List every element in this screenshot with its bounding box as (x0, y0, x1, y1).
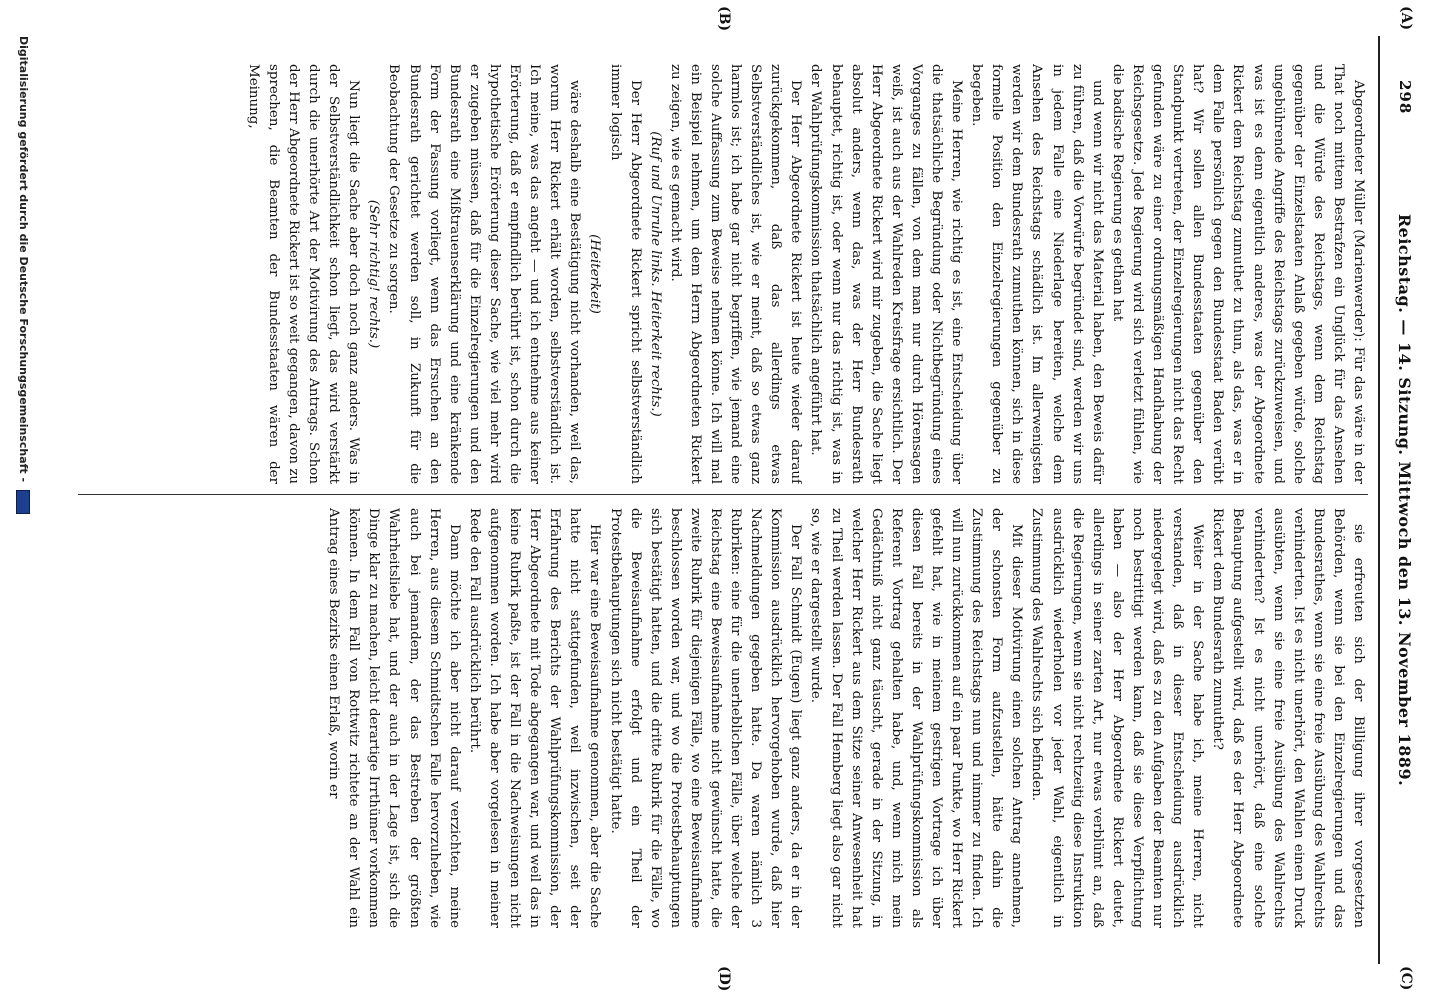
digitization-footer (16, 36, 30, 964)
digitization-note: Digitalisierung gefördert durch die Deutsche Forschungsgemeinschaft - (17, 36, 30, 483)
page-header (1380, 36, 1420, 964)
left-column-paragraph: Der Herr Abgeordnete Rickert ist heute wieder darauf zurückgekommen, daß das allerdings etwas Selbstverständliches ist, wie er meint, daß so etwas ganz harmlos ist; ich habe gar nicht begriffen, wie jemand eine solche Auffassung zum Beweise nehmen könne. Ich will mal ein Beispiel nehmen, um dem Herrn Abgeordneten Rickert zu zeigen, wie es gemacht wird. (667, 64, 804, 484)
right-column-paragraph: Dann möchte ich aber nicht darauf verzichten, meine Herren, aus diesem Schmidtschen Falle hervorzuheben, wie auch bei jemandem, der das Bestreben der größten Wahrheitsliebe hat, und der auch in der Lage ist, sich die Dinge klar zu machen, leicht derartige Irrthümer vorkommen können. In dem Fall von Rottwitz richtete an der Wahl ein Antrag eines Bezirks einen Erlaß, worin er (326, 508, 462, 928)
margin-marker-b: (B) (716, 6, 732, 32)
right-column-paragraph: Weiter in der Sache habe ich, meine Herren, nicht verstanden, daß in dieser Entscheidung ausdrücklich niedergelegt wird, daß es zu den Aufgaben der Beamten nur noch bestrittigt werden kann, daß sie diese Verpflichtung haben — also der Herr Abgeordnete Rickert deutet, allerdings in seiner zarten Art, nur etwas verblümt an, daß die Regierungen, wenn sie nicht rechtzeitig diese Instruktion ausdrücklich wiederholen vor jeder Wahl, eigentlich in Zustimmung des Wahlrechts sich befinden. (1029, 508, 1206, 928)
margin-marker-a: (A) (1398, 6, 1414, 31)
right-column-paragraph: Mit dieser Motivirung einen solchen Antrag annehmen, der schonsten Form aufzustellen, hätte dahin die Zustimmung des Reichstags nun und nimmer zu finden. Ich will nun zurückkommen auf ein paar Punkte, wo Herr Rickert gefehlt hat, wie in meinem gestrigen Vortrage ich über diesen Fall bereits in der Wahlprüfungskommission als Referent Vortrag gehalten habe, und, wenn mich mein Gedächtniß nicht ganz täuscht, gerade in der Sitzung, in welcher Herr Rickert aus dem Sitze seiner Anwesenheit hat zu Theil werden lassen. Der Fall Hemberg liegt also gar nicht so, wie er dargestellt wurde. (808, 508, 1025, 928)
left-column-paragraph: Nun liegt die Sache aber doch noch ganz anders. Was in der Selbstverständlichkeit schon liegt, das wird verstärkt durch die unerhörte Art der Motivirung des Antrags. Schon der Herr Abgeordnete Rickert ist so weit gegangen, davon zu sprechen, die Beamten der Bundesstaaten wären der Meinung, (245, 64, 362, 484)
right-column-paragraph: sie erfreuten sich der Billigung ihrer vorgesetzten Behörden, wenn sie bei den Einzelregierungen und das Bundesrathes, wenn sie eine freie Ausübung des Wahlrechts verhinderten. Ist es nicht unerhört, den Wahlen einen Druck ausübten, wenn sie eine freie Ausübung des Wahlrechts verhinderten? Ist es nicht unerhört, daß eine solche Behauptung aufgestellt wird, daß es der Herr Abgeordnete Rickert dem Bundesrath zumuthet? (1210, 508, 1366, 928)
left-column-paragraph: Meine Herren, wie richtig es ist, eine Entscheidung über die thatsächliche Begründung oder Nichtbegründung eines Vorganges zu fällen, von dem man nur durch Hörensagen weiß, ist auch aus der Wahlreden Kreisfrage ersichtlich. Der Herr Abgeordnete Rickert wird mir zugeben, die Sache liegt absolut anders, wenn das, was der Herr Bundesrath behauptet, richtig ist, oder wenn nur das richtig ist, was in der Wahlprüfungskommission thatsächlich angeführt hat. (808, 64, 965, 484)
left-column-paragraph: (Ruf und Unruhe links. Heiterkeit rechts.) (647, 131, 663, 417)
left-column-paragraph: Abgeordneter Müller (Marienwerder): Für das wäre in der That noch mittem Bestrafzen ein Unglück für das Ansehen und die Würde des Reichstags, wenn dem Reichstag gegenüber der Einzelstaaten Anlaß gegeben würde, solche ungebührende Angriffe des Reichstags zurückzuweisen, und was ist es denn eigentlich anderes, was der Abgeordnete Rickert dem Reichstag zumuthet zu thun, als das, was er in dem Falle persönlich gegen den Bundesstaat Baden verübt hat? Wir sollen allen Bundesstaaten gegenüber den Standpunkt vertreten, der Einzelregierungen nicht das Recht gefunden wäre zu einer ordnungsmäßigen Handhabung der Reichsgesetze. Jede Regierung wird sich verletzt fühlen, wie die badische Regierung es gethan hat (1109, 64, 1366, 484)
margin-marker-d: (D) (716, 966, 732, 992)
left-column-paragraph: und wenn wir nicht das Material haben, den Beweis dafür zu führen, daß die Vorwürfe begründet sind, werden wir uns in jedem Falle eine Niederlage bereiten, welche dem Ansehen des Reichstags schädlich ist. Im allerwenigsten werden wir dem Bundesrath zumuthen können, sich in diese formelle Position den Einzelregierungen gegenüber zu begeben. (969, 64, 1105, 484)
right-column-paragraph: Der Fall Schmidt (Eugen) liegt ganz anders, da er in der Kommission ausdrücklich hervorgehoben wurde, daß hier Nachmeldungen gegeben hatte. Da waren nämlich 3 Rubriken: eine für die unerheblichen Fälle, über welche der Reichstag eine Beweisaufnahme nicht gewünscht hatte, die zweite Rubrik für diejenigen Fälle, wo eine Beweisaufnahme beschlossen worden war, und wo die Protestbehauptungen sich bestätigt hatten, und die dritte Rubrik für die Fälle, wo die Beweisaufnahme erfolgt und ein Theil der Protestbehauptungen sich nicht bestätigt hatte. (607, 508, 804, 928)
running-title: Reichstag. — 14. Sitzung. Mittwoch den 13. November 1889. (1395, 213, 1414, 787)
left-column-paragraph: (Sehr richtig! rechts.) (366, 199, 382, 349)
column-divider (78, 494, 1368, 495)
dfg-logo (16, 490, 30, 514)
header-rule (1378, 36, 1380, 964)
left-column-paragraph: wäre deshalb eine Bestätigung nicht vorhanden, weil das, worum Herr Rickert erhält worden, selbstverständlich ist. Ich meine, was das angeht — und ich entnehme aus keiner Erörterung, daß er empfindlich berührt ist, schon durch die hypothetische Erörterung dieser Sache, wie viel mehr wird er zugeben müssen, daß für die Einzelregierungen und den Bundesrath eine Mißtrauenserklärung und eine kränkende Form der Fassung vorliegt, wenn das Ersuchen an den Bundesrath gerichtet werden soll, in Zukunft für die Beobachtung der Gesetze zu sorgen. (386, 64, 583, 484)
page-number: 298 (1396, 80, 1414, 115)
left-column-paragraph: (Heiterkeit) (587, 234, 603, 314)
right-text-column (78, 508, 1368, 928)
left-text-column (78, 64, 1368, 484)
right-column-paragraph: Hier war eine Beweisaufnahme genommen, aber die Sache hatte nicht stattgefunden, weil inzwischen, seit der Erfahrung des Berichts der Wahlprüfungskommission, der Herr Abgeordnete mit Tode abgegangen war, und weil das in keine Rubrik paßte, ist der Fall in die Nachweisungen nicht aufgenommen worden. Ich habe aber vorgelesen in meiner Rede den Fall ausdrücklich berührt. (466, 508, 603, 928)
margin-marker-c: (C) (1398, 966, 1414, 991)
left-column-paragraph: Der Herr Abgeordnete Rickert spricht selbstverständlich immer logisch (607, 64, 643, 484)
